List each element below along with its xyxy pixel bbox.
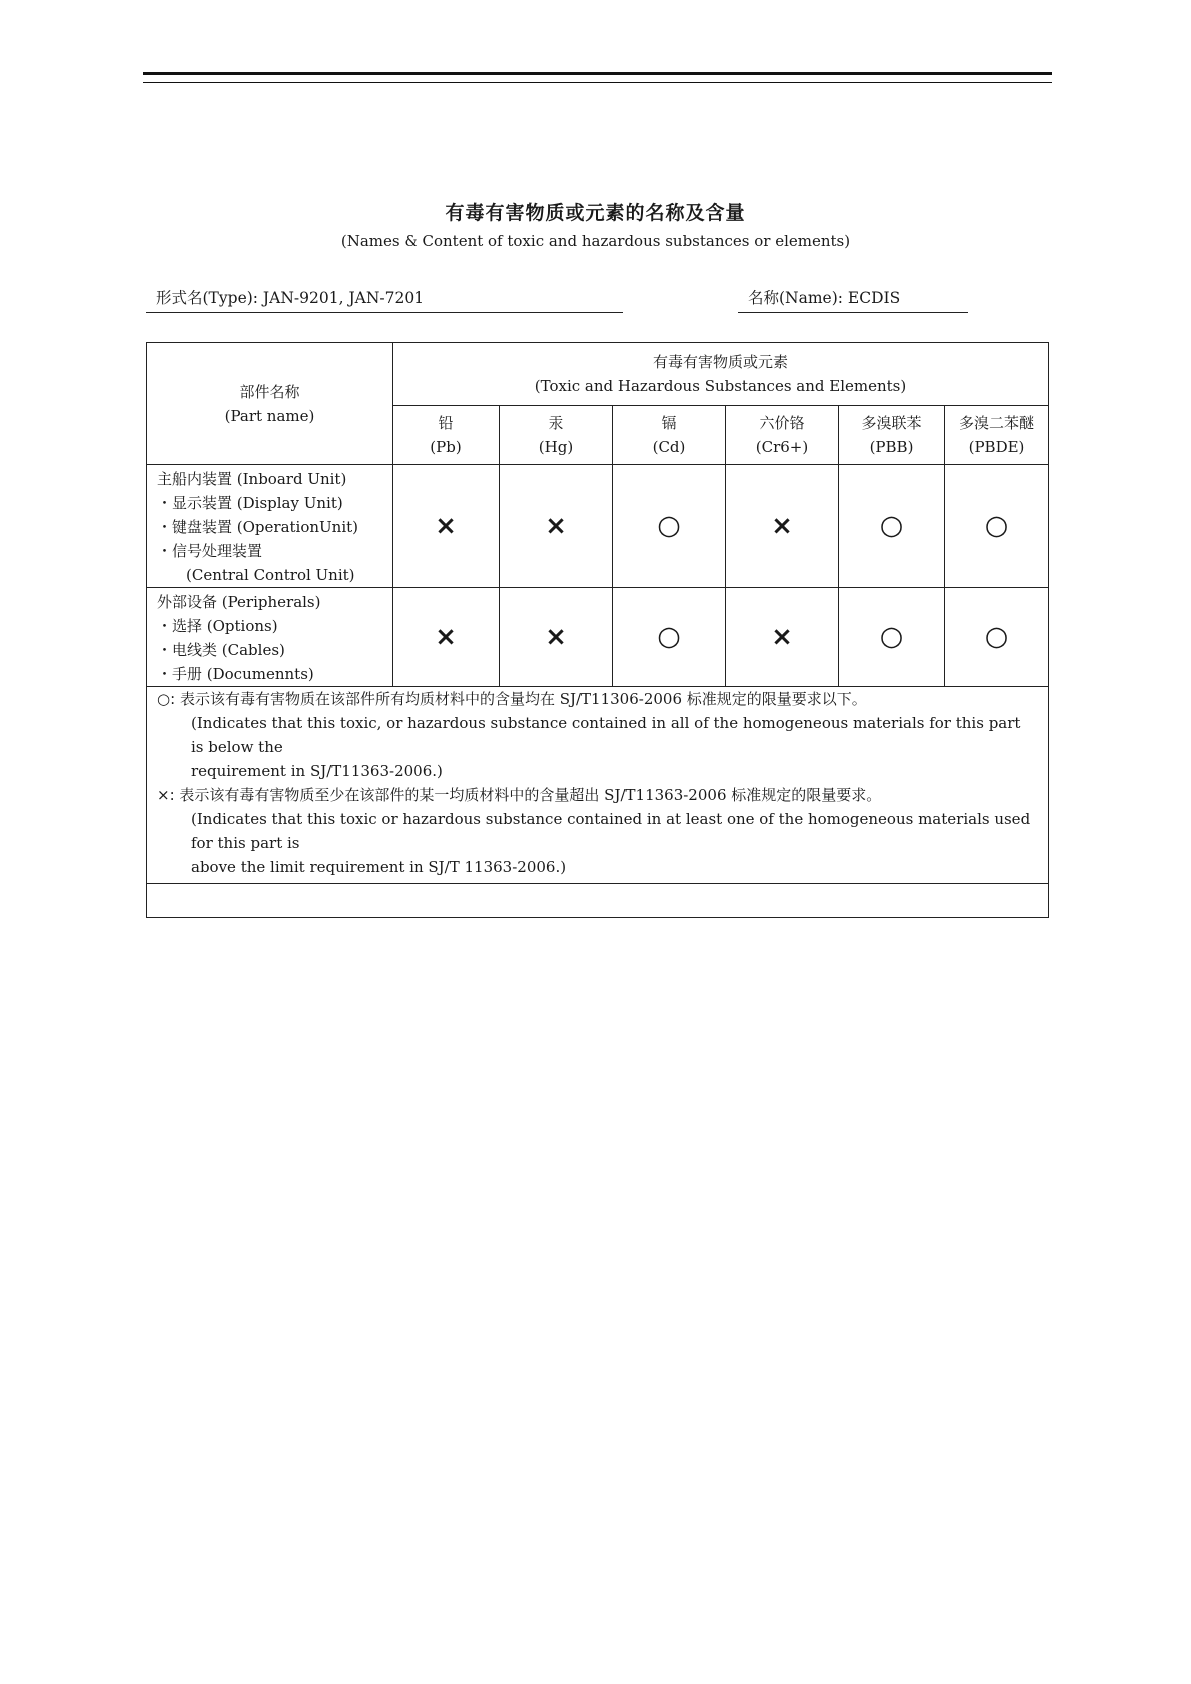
part-cell-peripherals: 外部设备 (Peripherals) ・选择 (Options) ・电线类 (Cables) ・手册 (Documennts) xyxy=(147,588,393,687)
notes-row xyxy=(147,687,1049,884)
mark-cross: × xyxy=(500,465,613,588)
mark-cross: × xyxy=(726,588,839,687)
element-header-cr6: 六价铬 (Cr6+) xyxy=(726,406,839,465)
note-circle-en-1: (Indicates that this toxic, or hazardous substance contained in all of the homogeneous materials for this part is below the xyxy=(191,714,1021,756)
element-header-hg: 汞 (Hg) xyxy=(500,406,613,465)
header-rule-thin xyxy=(143,82,1052,83)
element-header-pbde: 多溴二苯醚 (PBDE) xyxy=(945,406,1049,465)
note-circle-cn: ○: 表示该有毒有害物质在该部件所有均质材料中的含量均在 SJ/T11306-2006 标准规定的限量要求以下。 xyxy=(157,690,867,708)
mark-cross: × xyxy=(726,465,839,588)
document-title: 有毒有害物质或元素的名称及含量 xyxy=(445,202,746,224)
note-circle-en-2: requirement in SJ/T11363-2006.) xyxy=(191,762,443,780)
mark-cross: × xyxy=(393,465,500,588)
element-header-pb: 铅 (Pb) xyxy=(393,406,500,465)
hazardous-substances-table xyxy=(146,342,1049,918)
document-subtitle: (Names & Content of toxic and hazardous substances or elements) xyxy=(340,232,851,250)
header-rule-thick xyxy=(143,72,1052,75)
mark-circle: ○ xyxy=(839,465,945,588)
mark-circle: ○ xyxy=(945,465,1049,588)
note-cross-cn: ×: 表示该有毒有害物质至少在该部件的某一均质材料中的含量超出 SJ/T11363-2006 标准规定的限量要求。 xyxy=(157,786,882,804)
mark-cross: × xyxy=(500,588,613,687)
mark-circle: ○ xyxy=(613,588,726,687)
table-row-inboard-unit xyxy=(147,465,1049,588)
part-cell-inboard: 主船内装置 (Inboard Unit) ・显示装置 (Display Unit) ・键盘装置 (OperationUnit) ・信号处理装置 (Central Control Unit) xyxy=(147,465,393,588)
note-cross-en-1: (Indicates that this toxic or hazardous substance contained in at least one of the homogeneous materials used for this part is xyxy=(191,810,1031,852)
note-cross-en-2: above the limit requirement in SJ/T 11363-2006.) xyxy=(191,858,567,876)
substances-group-header: 有毒有害物质或元素 (Toxic and Hazardous Substances and Elements) xyxy=(393,343,1049,406)
notes-cell xyxy=(147,687,1049,884)
mark-circle: ○ xyxy=(839,588,945,687)
mark-cross: × xyxy=(393,588,500,687)
empty-row xyxy=(147,884,1049,918)
table-row-peripherals xyxy=(147,588,1049,687)
element-header-cd: 镉 (Cd) xyxy=(613,406,726,465)
mark-circle: ○ xyxy=(613,465,726,588)
type-field: 形式名(Type): JAN-9201, JAN-7201 xyxy=(146,286,623,313)
element-header-pbb: 多溴联苯 (PBB) xyxy=(839,406,945,465)
part-name-header: 部件名称 (Part name) xyxy=(147,343,393,465)
mark-circle: ○ xyxy=(945,588,1049,687)
name-field: 名称(Name): ECDIS xyxy=(738,286,968,313)
